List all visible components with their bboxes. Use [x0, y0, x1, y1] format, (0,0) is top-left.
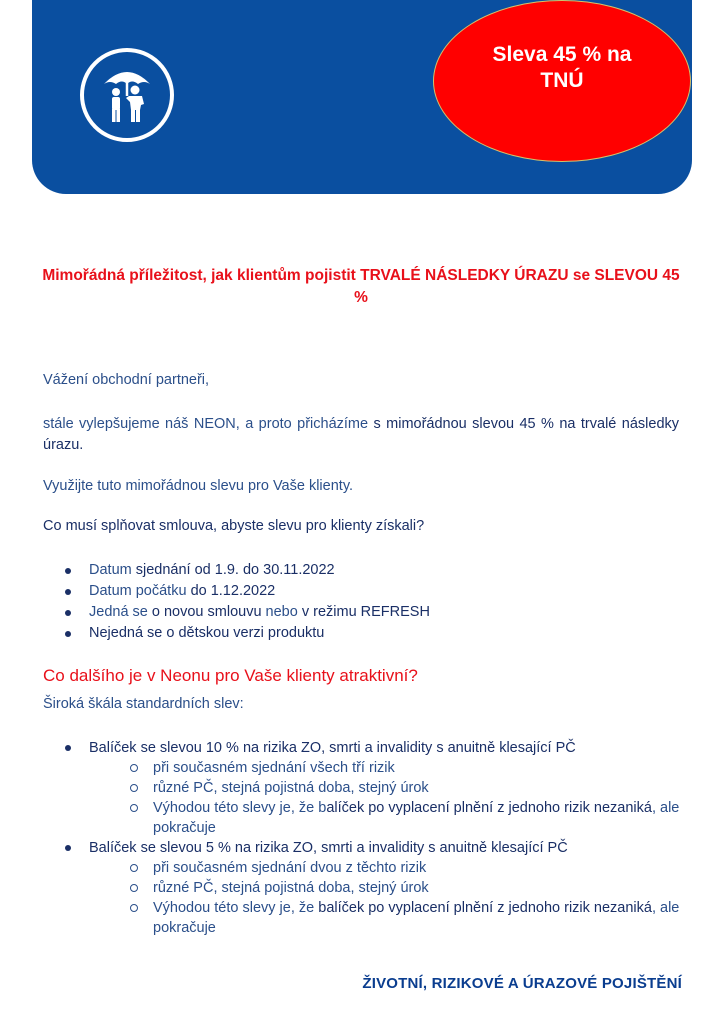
list-item: Datum počátku do 1.12.2022: [63, 581, 430, 602]
intro-paragraph: [43, 414, 679, 456]
package-sublist: [89, 858, 683, 938]
list-item: při současném sjednání dvou z těchto rizik: [129, 858, 683, 878]
use-paragraph: Využijte tuto mimořádnou slevu pro Vaše klienty.: [43, 478, 354, 494]
section-subtitle: Široká škála standardních slev:: [43, 696, 244, 712]
headline: Mimořádná příležitost, jak klientům pojistit TRVALÉ NÁSLEDKY ÚRAZU se SLEVOU 45 %: [42, 267, 680, 306]
list-item: při současném sjednání všech tří rizik: [129, 758, 683, 778]
package-sublist: [89, 758, 683, 838]
list-item: Jedná se o novou smlouvu nebo v režimu REFRESH: [63, 602, 430, 623]
conditions-list: [63, 560, 430, 644]
intro-highlight: s mimořádnou slevou 45 % na trvalé následky úrazu.: [43, 416, 680, 453]
list-item: [63, 838, 683, 938]
conditions-question: Co musí splňovat smlouva, abyste slevu pro klienty získali?: [43, 518, 425, 534]
list-item: Nejedná se o dětskou verzi produktu: [63, 623, 430, 644]
list-item: Výhodou této slevy je, že balíček po vyplacení plnění z jednoho rizik nezaniká, ale pokračuje: [129, 798, 683, 838]
list-item: různé PČ, stejná pojistná doba, stejný úrok: [129, 778, 683, 798]
list-item: [63, 738, 683, 838]
package-title: Balíček se slevou 5 % na rizika ZO, smrti a invalidity s anuitně klesající PČ: [89, 840, 568, 856]
packages-list: [63, 738, 683, 938]
list-item: Výhodou této slevy je, že balíček po vyplacení plnění z jednoho rizik nezaniká, ale pokračuje: [129, 898, 683, 938]
section-title: Co dalšího je v Neonu pro Vaše klienty atraktivní?: [43, 666, 418, 685]
list-item: různé PČ, stejná pojistná doba, stejný úrok: [129, 878, 683, 898]
discount-badge-text: Sleva 45 % na TNÚ: [492, 43, 632, 92]
discount-badge: [433, 0, 691, 162]
package-title: Balíček se slevou 10 % na rizika ZO, smrti a invalidity s anuitně klesající PČ: [89, 740, 576, 756]
umbrella-family-icon: [80, 48, 174, 142]
list-item: Datum sjednání od 1.9. do 30.11.2022: [63, 560, 430, 581]
footer-title: ŽIVOTNÍ, RIZIKOVÉ A ÚRAZOVÉ POJIŠTĚNÍ: [362, 975, 682, 992]
intro-text: stále vylepšujeme náš NEON, a proto přicházíme: [43, 416, 374, 432]
salutation: Vážení obchodní partneři,: [43, 372, 210, 388]
